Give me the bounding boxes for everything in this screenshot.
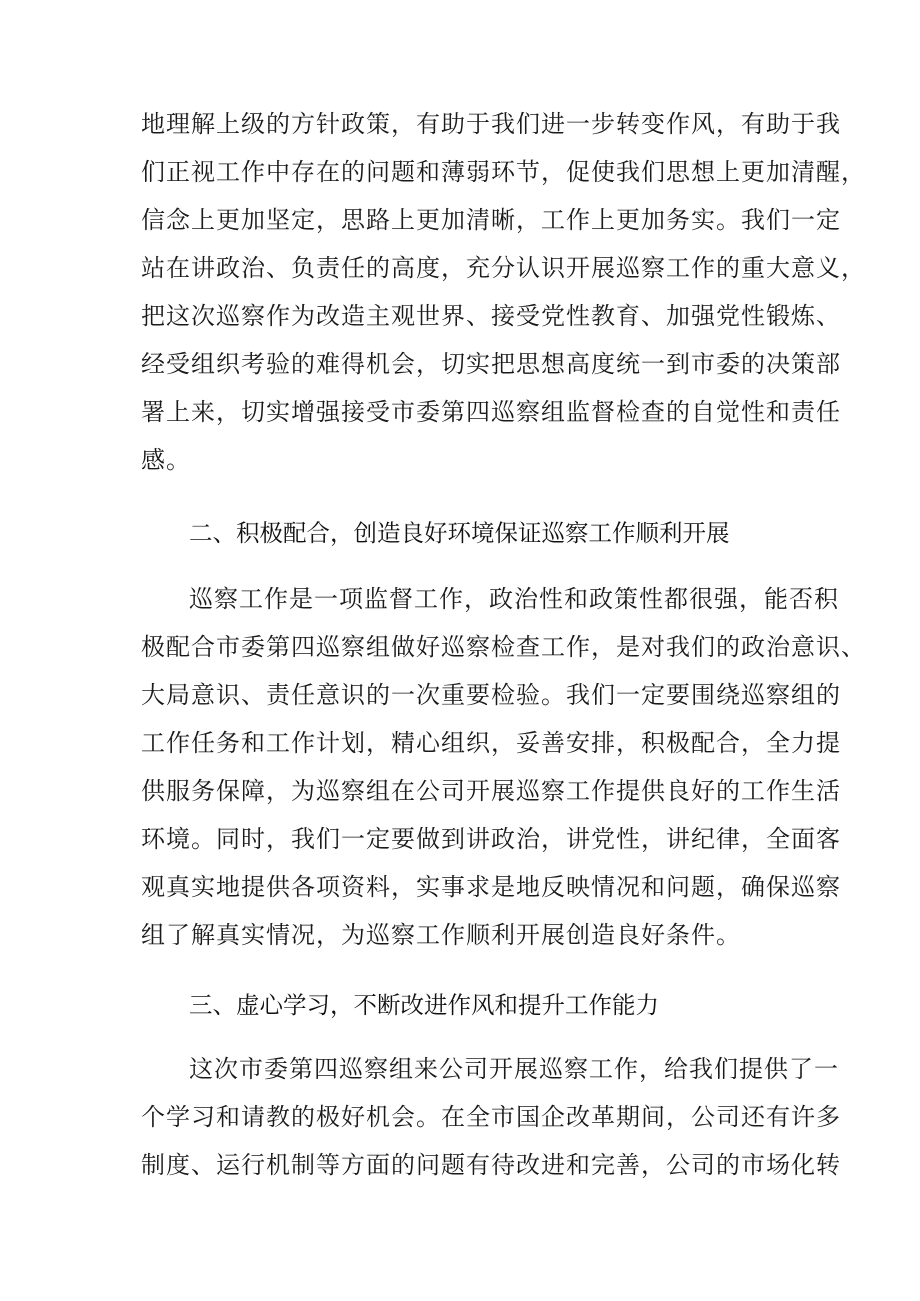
section-2-line-1: 巡察工作是一项监督工作，政治性和政策性都很强，能否积 <box>189 585 839 613</box>
paragraph-1-line-4: 站在讲政治、负责任的高度，充分认识开展巡察工作的重大意义， <box>141 254 866 282</box>
section-2-line-5: 供服务保障，为巡察组在公司开展巡察工作提供良好的工作生活 <box>141 777 841 805</box>
section-2-line-8: 组了解真实情况，为巡察工作顺利开展创造良好条件。 <box>141 921 741 949</box>
section-2-heading: 二、积极配合，创造良好环境保证巡察工作顺利开展 <box>189 519 730 547</box>
section-2-line-3: 大局意识、责任意识的一次重要检验。我们一定要围绕巡察组的 <box>141 681 841 709</box>
paragraph-1-line-1: 地理解上级的方针政策，有助于我们进一步转变作风，有助于我 <box>141 110 841 138</box>
paragraph-1-line-2: 们正视工作中存在的问题和薄弱环节，促使我们思想上更加清醒， <box>141 158 866 186</box>
section-3-line-1: 这次市委第四巡察组来公司开展巡察工作，给我们提供了一 <box>189 1055 839 1083</box>
section-3-heading: 三、虚心学习，不断改进作风和提升工作能力 <box>189 991 659 1019</box>
section-2-line-4: 工作任务和工作计划，精心组织，妥善安排，积极配合，全力提 <box>141 729 841 757</box>
paragraph-1-line-8: 感。 <box>141 446 191 474</box>
paragraph-1-line-5: 把这次巡察作为改造主观世界、接受党性教育、加强党性锻炼、 <box>141 302 841 330</box>
section-2-line-7: 观真实地提供各项资料，实事求是地反映情况和问题，确保巡察 <box>141 873 841 901</box>
paragraph-1-line-7: 署上来，切实增强接受市委第四巡察组监督检查的自觉性和责任 <box>141 398 841 426</box>
section-3-line-2: 个学习和请教的极好机会。在全市国企改革期间，公司还有许多 <box>141 1103 841 1131</box>
paragraph-1-line-3: 信念上更加坚定，思路上更加清晰，工作上更加务实。我们一定 <box>141 206 841 234</box>
section-2-line-2: 极配合市委第四巡察组做好巡察检查工作，是对我们的政治意识、 <box>141 633 866 661</box>
section-3-line-3: 制度、运行机制等方面的问题有待改进和完善，公司的市场化转 <box>141 1151 841 1179</box>
paragraph-1-line-6: 经受组织考验的难得机会，切实把思想高度统一到市委的决策部 <box>141 350 841 378</box>
section-2-line-6: 环境。同时，我们一定要做到讲政治，讲党性，讲纪律，全面客 <box>141 825 841 853</box>
